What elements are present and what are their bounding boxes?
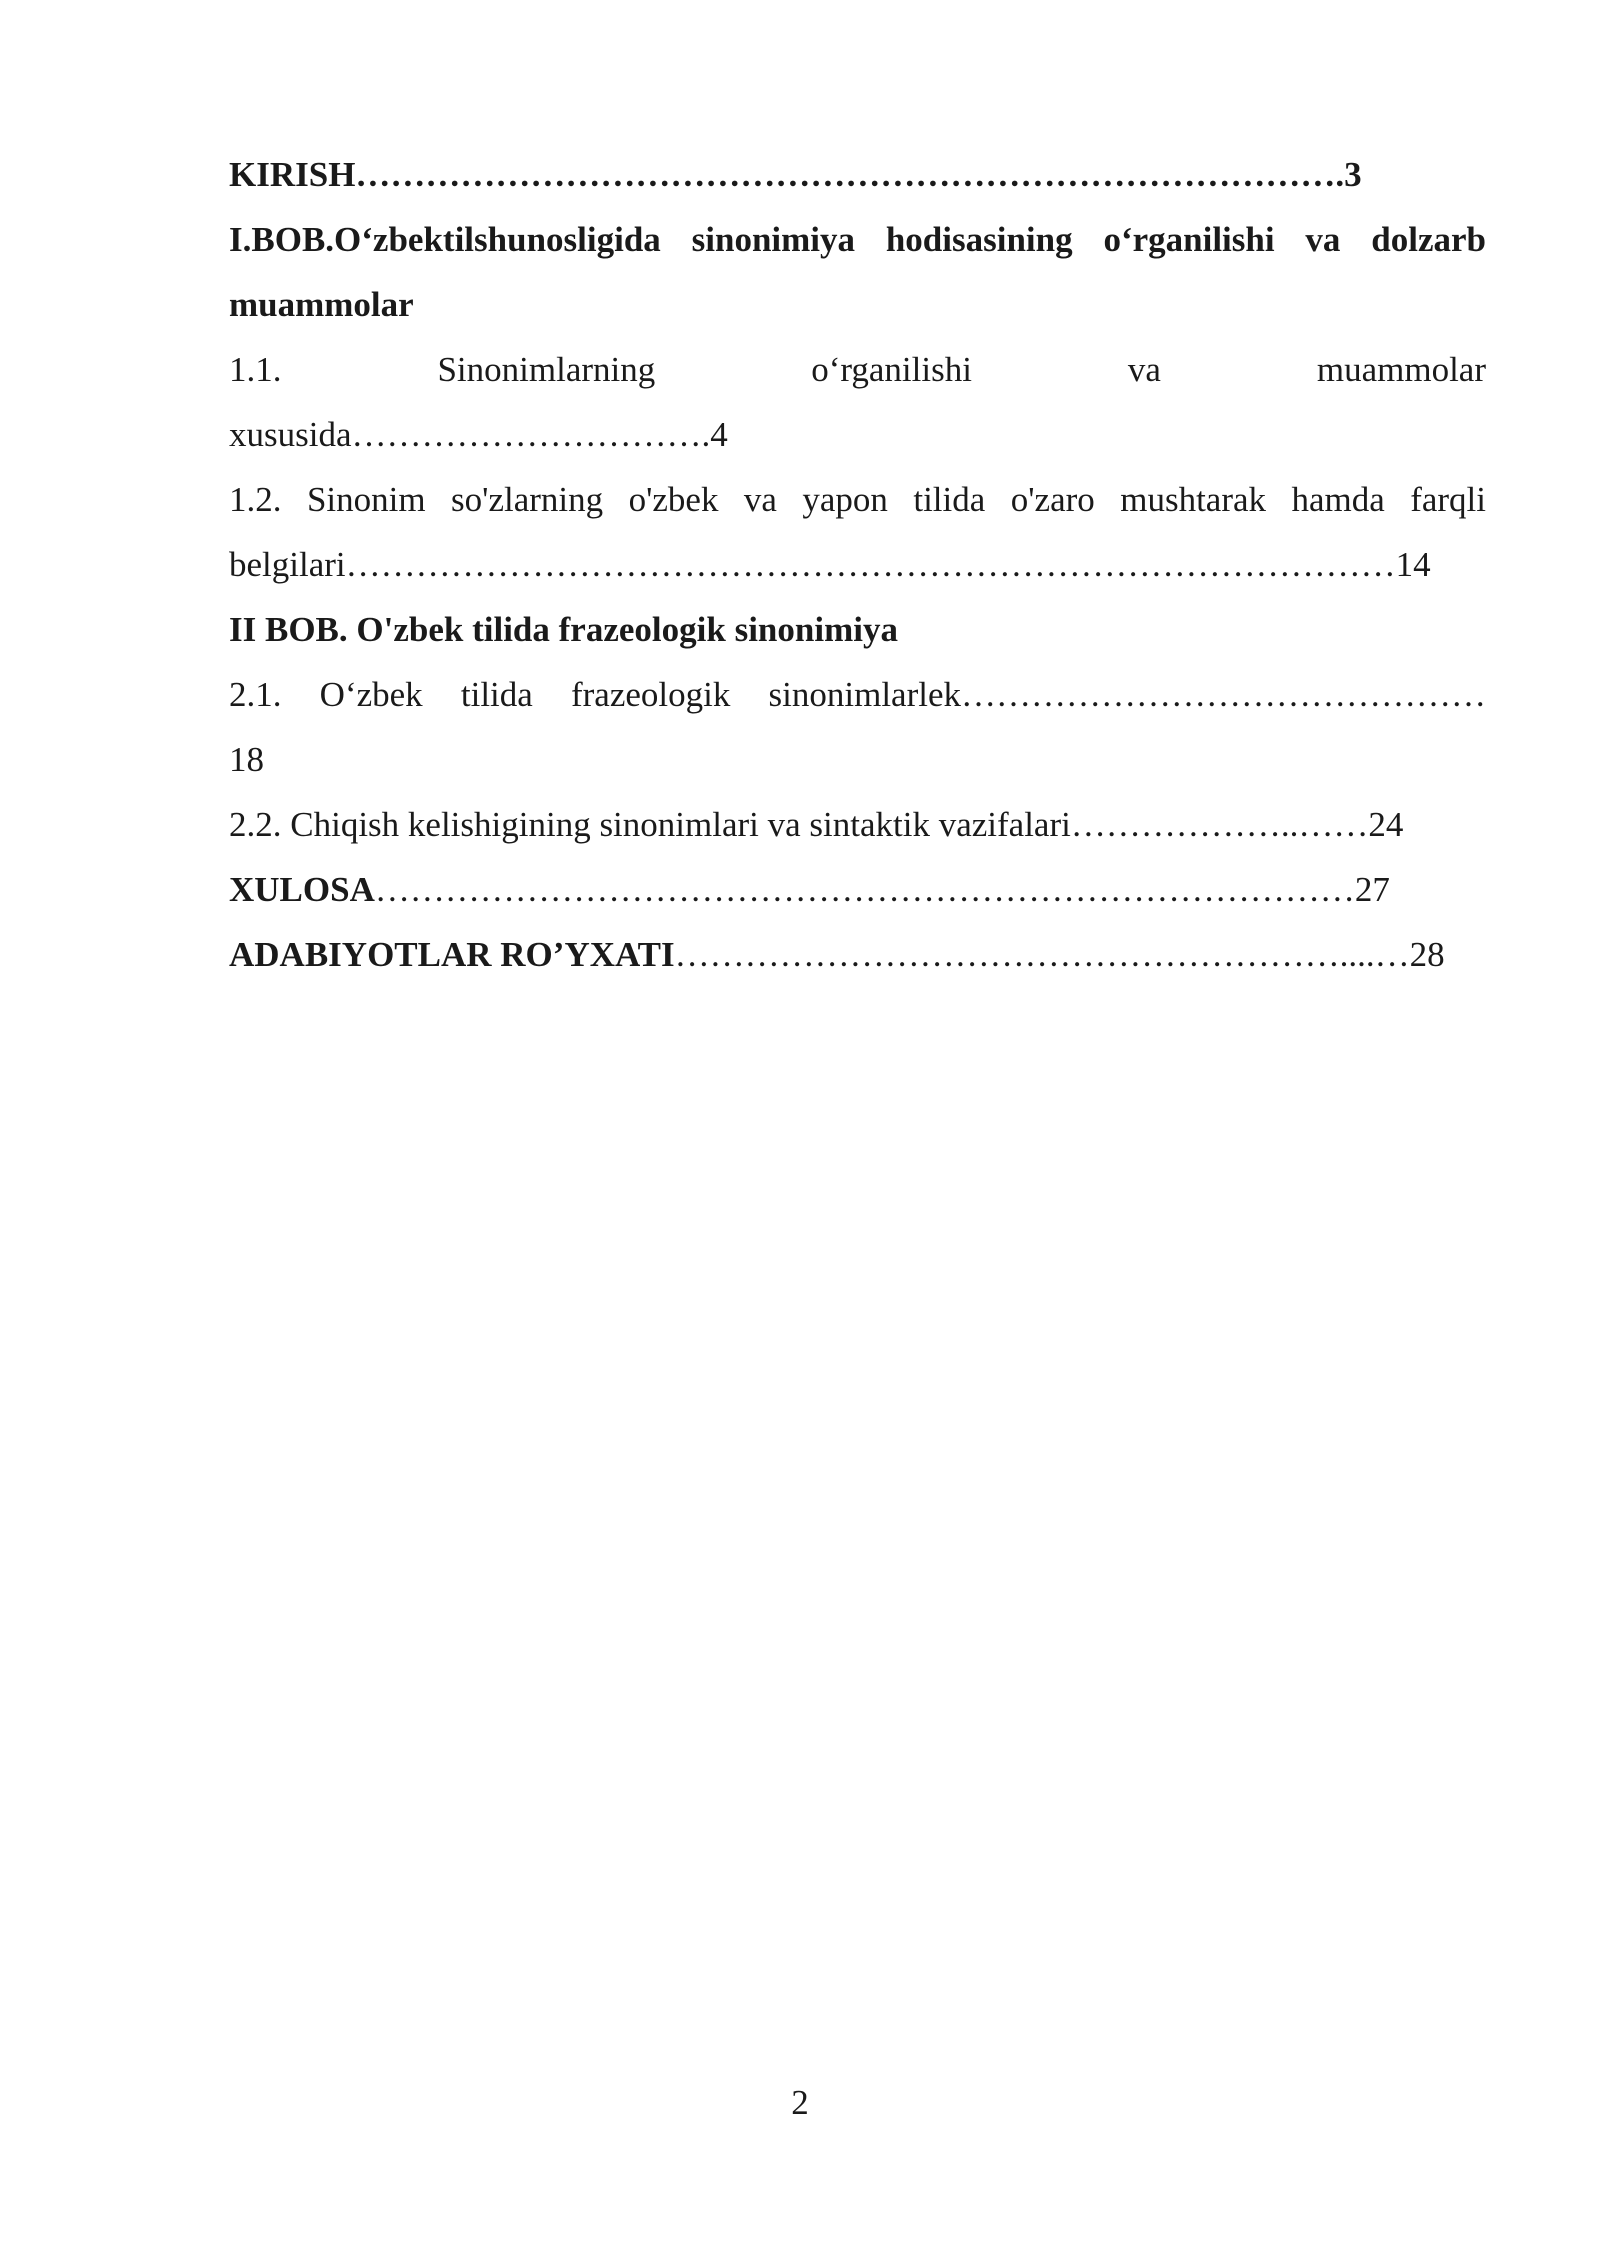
toc-section-2-1-line2: 18 [229,740,264,779]
toc-section-2-2: 2.2. Chiqish kelishigining sinonimlari va sintaktik vazifalari………………..……24 [229,805,1404,844]
toc-section-1-1-line1 [229,337,1486,402]
toc-section-1-2-line2: belgilari………………………………………………………………………………14 [229,545,1431,584]
toc-section-1-1-word: va [1127,350,1161,389]
toc-entry-intro: KIRISH………………………………………………………………………….3 [229,155,1362,194]
toc-section-1-1-word: o‘rganilishi [811,350,972,389]
toc-entry-conclusion [229,857,1486,922]
toc-references-label: ADABIYOTLAR RO’YXATI [229,935,675,974]
table-of-contents [229,142,1486,987]
toc-section-1-1-line2: xususida………………………….4 [229,415,728,454]
toc-section-1-1-word: Sinonimlarning [437,350,656,389]
toc-section-2-1-line1: 2.1. O‘zbek tilida frazeologik sinonimlarlek……………………………………… [229,675,1486,714]
toc-section-1-1-word: muammolar [1316,350,1486,389]
toc-section-1-2-line1: 1.2. Sinonim so'zlarning o'zbek va yapon tilida o'zaro mushtarak hamda farqli [229,480,1486,519]
page-number: 2 [791,2083,809,2122]
toc-entry-references [229,922,1486,987]
toc-conclusion-label: XULOSA [229,870,375,909]
toc-chapter2-title: II BOB. O'zbek tilida frazeologik sinonimiya [229,610,898,649]
toc-chapter1-title-line2: muammolar [229,285,414,324]
toc-references-leader: …………………………………………………....…28 [674,935,1445,974]
toc-conclusion-leader: …………………………………………………………………………27 [374,870,1390,909]
toc-section-1-1-number: 1.1. [229,350,282,389]
toc-chapter1-title-line1: I.BOB.O‘zbektilshunosligida sinonimiya hodisasining o‘rganilishi va dolzarb [229,220,1486,259]
